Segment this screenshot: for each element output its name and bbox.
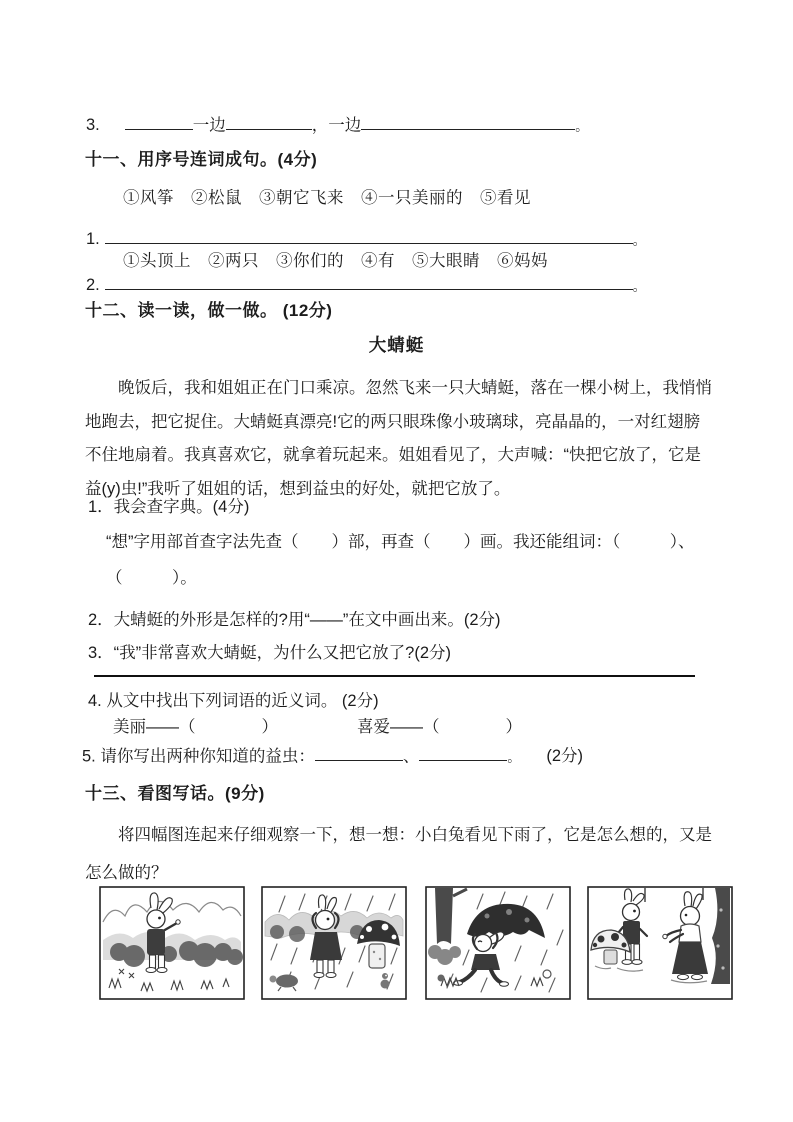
- question-12-4: 4. 从文中找出下列词语的近义词。 (2分): [88, 692, 379, 710]
- passage-line: 不住地扇着。我真喜欢它，就拿着玩起来。姐姐看见了，大声喊：“快把它放了，它是: [85, 446, 701, 464]
- blank-line: [125, 112, 193, 130]
- question-3-number: 3.: [86, 116, 100, 135]
- period-mark: 。: [632, 278, 646, 294]
- question-12-1: 1．我会查字典。(4分): [88, 498, 250, 516]
- story-panels-row: [0, 886, 793, 1000]
- page-divider-line: [94, 675, 695, 677]
- question-3-text-1: 一边: [192, 116, 226, 135]
- answer-2-number: 2.: [86, 276, 100, 295]
- blank-line: [226, 112, 312, 130]
- snail: [438, 975, 445, 982]
- list-separator: 、: [402, 747, 420, 766]
- question-12-2: 2．大蜻蜓的外形是怎样的?用“——”在文中画出来。(2分): [88, 611, 501, 629]
- synonym-pair-2: 喜爱——（ ）: [357, 718, 522, 736]
- question-3-text-2: ，一边: [311, 116, 362, 135]
- question-12-3: 3．“我”非常喜欢大蜻蜓，为什么又把它放了?(2分): [88, 644, 452, 662]
- section-13-intro-line-1: 将四幅图连起来仔细观察一下，想一想：小白兔看见下雨了，它是怎么想的，又是: [118, 826, 712, 844]
- section-11-heading: 十一、用序号连词成句。(4分): [85, 150, 318, 169]
- question-12-5-score: (2分): [546, 747, 584, 766]
- word-list-1: ①风筝 ②松鼠 ③朝它飞来 ④一只美丽的 ⑤看见: [123, 189, 531, 207]
- period-mark: 。: [632, 232, 646, 248]
- passage-title: 大蜻蜓: [368, 335, 425, 355]
- question-12-1-detail-2: （ ）。: [106, 569, 197, 587]
- passage-line: 地跑去，把它捉住。大蜻蜓真漂亮!它的两只眼珠像小玻璃球，亮晶晶的，一对红翅膀: [85, 412, 701, 431]
- tree-trunk: [435, 888, 453, 944]
- blank-line: [105, 226, 633, 244]
- story-panel-3: [425, 886, 571, 1000]
- rabbit-in-meadow-illustration: [99, 886, 245, 1000]
- word-list-2: ①头顶上 ②两只 ③你们的 ④有 ⑤大眼睛 ⑥妈妈: [123, 252, 548, 270]
- synonym-line: [113, 717, 673, 738]
- period-mark: 。: [575, 118, 589, 134]
- section-13-intro-line-2: 怎么做的？: [85, 864, 168, 882]
- section-12-heading: 十二、读一读，做一做。 (12分): [85, 301, 333, 320]
- rabbit-running-with-mushroom-illustration: [425, 886, 571, 1000]
- answer-line-2: [86, 272, 646, 297]
- story-panel-1: [99, 886, 245, 1000]
- period-mark: 。: [507, 749, 521, 765]
- blank-line: [361, 112, 575, 130]
- answer-line-1: [86, 226, 646, 251]
- passage-line: 益(y)虫!”我听了姐姐的话，想到益虫的好处，就把它放了。: [85, 479, 511, 498]
- blank-line: [105, 272, 633, 290]
- question-12-5-label: 5. 请你写出两种你知道的益虫：: [82, 747, 315, 766]
- story-panel-4: [587, 886, 733, 1000]
- synonym-pair-1: 美丽——（ ）: [113, 718, 278, 736]
- rabbit-gives-mushroom-illustration: [587, 886, 733, 1000]
- passage-body: [85, 372, 713, 506]
- blank-line: [419, 743, 507, 761]
- story-panel-2: [261, 886, 407, 1000]
- answer-1-number: 1.: [86, 230, 100, 249]
- question-3-fill-line: [86, 112, 588, 137]
- section-13-heading: 十三、看图写话。(9分): [85, 784, 265, 803]
- passage-line: 晚饭后，我和姐姐正在门口乘凉。忽然飞来一只大蜻蜓，落在一棵小树上，我悄悄: [118, 379, 712, 397]
- question-12-5: [82, 743, 583, 768]
- question-12-1-detail: “想”字用部首查字法先查（ ）部，再查（ ）画。我还能组词：（ ）、: [106, 533, 695, 551]
- rabbit-in-rain-illustration: [261, 886, 407, 1000]
- blank-line: [315, 743, 403, 761]
